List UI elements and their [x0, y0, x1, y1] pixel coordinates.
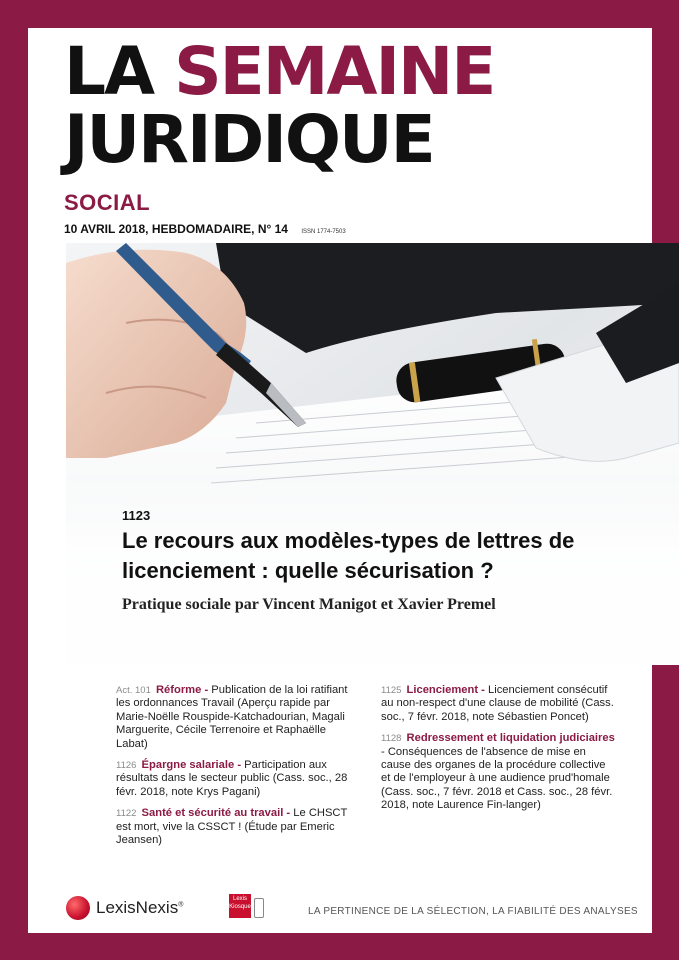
summary-keyword: Épargne salariale -: [141, 759, 242, 772]
summary-keyword: Licenciement -: [406, 684, 485, 696]
cover-article-number: 1123: [122, 508, 151, 523]
cover-article-title: Le recours aux modèles-types de lettres de licenciement : quelle sécurisation ?: [122, 528, 575, 583]
lexisnexis-name: LexisNexis: [96, 898, 179, 917]
summary-column-right: [381, 684, 616, 821]
kiosque-badge: [229, 894, 251, 918]
summary-item: [116, 684, 351, 751]
summary-item: [116, 759, 351, 799]
footer-tagline: LA PERTINENCE DE LA SÉLECTION, LA FIABILITÉ DES ANALYSES: [308, 906, 638, 917]
summary-item: [116, 807, 351, 847]
registered-mark: ®: [178, 901, 184, 909]
summary-keyword: Redressement et liquidation judiciaires: [406, 732, 615, 745]
masthead-line1: [64, 33, 495, 110]
lexis-kiosque-logo: [229, 894, 264, 918]
summary-ref: 1125: [381, 685, 402, 696]
issn: ISSN 1774-7503: [301, 229, 346, 235]
lexisnexis-logo: [66, 896, 183, 920]
issue-date: 10 AVRIL 2018, HEBDOMADAIRE, N° 14: [64, 222, 288, 236]
masthead-line2: JURIDIQUE: [64, 101, 434, 178]
summary-item: [381, 684, 616, 724]
cover-article-subtitle: Pratique sociale par Vincent Manigot et Xavier Premel: [122, 596, 496, 613]
masthead-semaine: SEMAINE: [174, 33, 495, 110]
summary-text: Licenciement consécutif au non-respect d'une clause de mobilité (Cass. soc., 7 févr. 2018, note Sébastien Poncet): [381, 684, 614, 723]
kiosque-top-label: Lexis: [232, 896, 247, 902]
lexisnexis-mark-icon: [66, 896, 90, 920]
summary-ref: 1122: [116, 808, 137, 820]
summary-ref: 1126: [116, 760, 137, 772]
summary-column-left: [116, 684, 351, 855]
summary-item: [381, 732, 616, 812]
issue-line: [64, 222, 346, 236]
lexisnexis-wordmark: [96, 898, 183, 918]
summary-text: Le CHSCT est mort, vive la CSSCT ! (Étude par Emeric Jeansen): [116, 807, 348, 847]
masthead-la: LA: [64, 33, 154, 110]
section-label: SOCIAL: [64, 190, 151, 215]
summary-text: Participation aux résultats dans le secteur public (Cass. soc., 28 févr. 2018, note Krys Pagani): [116, 759, 348, 798]
summary-text: Publication de la loi ratifiant les ordonnances Travail (Aperçu rapide par Marie-Noëlle Rouspide-Katchadourian, Magali Marguerite, Cécile Terrenoire et Raphaëlle Labat): [116, 684, 348, 750]
kiosque-bottom-label: Kiosque: [229, 904, 251, 910]
summary-ref: 1128: [381, 733, 402, 745]
summary-keyword: Santé et sécurité au travail -: [141, 807, 291, 820]
summary-ref: Act. 101: [116, 685, 151, 696]
tablet-icon: [254, 898, 264, 918]
summary-keyword: Réforme -: [155, 684, 209, 696]
summary-text: - Conséquences de l'absence de mise en cause des organes de la procédure collective et de l'employeur à une audience prud'homale (Cass. soc., 7 févr. 2018 et Cass. soc., 28 févr. 2018, note Laurence Fin-langer): [381, 745, 613, 812]
